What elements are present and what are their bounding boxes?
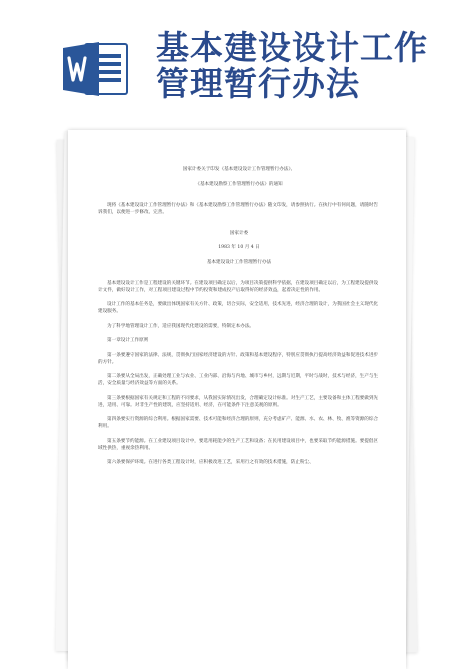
header-banner <box>0 0 474 118</box>
paragraph-intro: 基本建设设计工作是工程建设的关键环节。在建设项目确定以后，为项目决策提供科学依据，在建设项目确定以后，为工程建设提供设计文件，做好设计工作，对工程项目建设过程中节约投资和建成投产后取得好的经济效益，起着决定性的作用。 <box>98 280 379 293</box>
notice-title: 国家计委关于印发《基本建设设计工作管理暂行办法》、 <box>182 167 296 172</box>
document-title: 基本建设设计工作管理暂行办法 <box>206 259 272 265</box>
page-title <box>156 30 428 102</box>
paragraph-purpose: 为了科学地管理设计工作，适应我国现代化建设的需要，特制定本办法。 <box>107 323 255 329</box>
document-page <box>68 130 406 669</box>
issue-date: 1983 年 10 月 4 日 <box>218 245 260 250</box>
article-2: 第二条要从全局出发，正确处理工业与农业、工业内部、沿海与内地、城市与乡村，远期与近期，平时与战时，技术与经济，生产与生活，安全质量与经济效益等方面的关系。 <box>98 374 379 386</box>
signer: 国家计委 <box>229 230 249 236</box>
chapter-heading: 第一章设计工作原则 <box>107 338 149 343</box>
notice-body: 现将《基本建设设计工作管理暂行办法》和《基本建设勘察工作管理暂行办法》随文印发，请参照执行。在执行中有何问题，请随时告诉我们，以便进一步修改、完善。 <box>98 202 379 215</box>
article-6: 第六条要保护环境。在进行各类工程设计时，应积极改进工艺，采用行之有效的技术措施，防止粉尘、 <box>107 460 314 465</box>
document-body <box>98 166 380 474</box>
article-4: 第四条要实行资源的综合利用。根据国家需要、技术可能和经济合理的原则，充分考虑矿产、能源、水、农、林、牧、渔等资源的综合利用。 <box>98 417 379 429</box>
article-5: 第五条要节约能源。在工业建设项目设计中，要选用耗能少的生产工艺和设备；在民用建设项目中，也要采取节约能源措施。要提倡区域性供热，重视余热利用。 <box>98 438 379 451</box>
article-1: 第一条要遵守国家的法律、法规，贯彻执行国家经济建设的方针、政策和基本建设程序，特别应贯彻执行提高经济效益和促进技术进步的方针。 <box>98 352 379 365</box>
title-line-2: 管理暂行办法 <box>156 64 360 103</box>
title-line-1: 基本建设设计工作 <box>156 28 428 67</box>
word-document-icon <box>63 40 129 98</box>
article-3: 第三条要根据国家有关规定和工程的不同要求，从我国实际情况出发，合理确定设计标准。对生产工艺，主要设备和主体工程要做到先进，适用、可靠。对非生产性的建筑，应坚持适用、经济，在可能条件下注意美观的原则。 <box>98 395 379 408</box>
notice-subtitle: 《基本建设勘察工作管理暂行办法》的通知 <box>195 181 283 187</box>
paragraph-task: 设计工作的基本任务是，要做出体现国家有关方针、政策，切合实际，安全适用，技术先进，经济合理的设计，为我国社会主义现代化建设服务。 <box>98 302 379 314</box>
